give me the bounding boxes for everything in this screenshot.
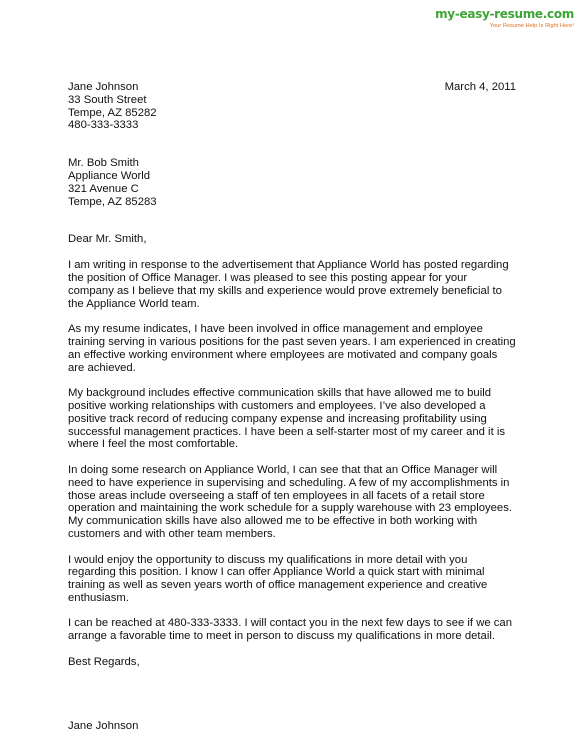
letter-body <box>68 259 516 643</box>
logo-tagline: Your Resume Help Is Right Here! <box>489 23 574 29</box>
logo-name: my-easy-resume.com <box>435 7 574 21</box>
signature-name: Jane Johnson <box>68 719 139 732</box>
site-logo[interactable] <box>435 8 574 30</box>
sender-name: Jane Johnson <box>68 81 139 93</box>
cover-letter <box>68 81 516 733</box>
recipient-name: Mr. Bob Smith <box>68 157 139 170</box>
body-paragraph: As my resume indicates, I have been involved in office management and employee training serving in various positions for the past seven years. I am experienced in creating an effective working environment where employees are motivated and company goals are achieved. <box>68 323 516 374</box>
body-paragraph: My background includes effective communication skills that have allowed me to build positive working relationships with customers and employees. I’ve also developed a positive track record of reducing company expense and increasing profitability using successful management practices. I have been a self-starter most of my career and it is where I feel the most comfortable. <box>68 387 506 451</box>
recipient-street: 321 Avenue C <box>68 182 139 195</box>
body-paragraph: I would enjoy the opportunity to discuss my qualifications in more detail with you regarding this position. I know I can offer Appliance World a quick start with minimal training as well as seven years worth of office management experience and creative enthusiasm. <box>68 553 488 604</box>
body-paragraph: I can be reached at 480-333-3333. I will contact you in the next few days to see if we can arrange a favorable time to meet in person to discuss my qualifications in more detail. <box>68 617 512 643</box>
sender-phone: 480-333-3333 <box>68 119 139 132</box>
recipient-address <box>68 157 516 208</box>
sender-city: Tempe, AZ 85282 <box>68 106 157 119</box>
salutation: Dear Mr. Smith, <box>68 233 147 246</box>
closing: Best Regards, <box>68 656 140 669</box>
body-paragraph: In doing some research on Appliance World, I can see that that an Office Manager will need to have experience in supervising and scheduling. A few of my accomplishments in those areas include overseeing a staff of ten employees in all facets of a retail store operation and maintaining the work schedule for a supply warehouse with 23 employees. My communication skills have also allowed me to be effective in both working with customers and with other team members. <box>68 463 512 540</box>
recipient-company: Appliance World <box>68 169 151 182</box>
letter-date: March 4, 2011 <box>444 81 516 93</box>
recipient-city: Tempe, AZ 85283 <box>68 195 157 208</box>
sender-street: 33 South Street <box>68 93 147 106</box>
body-paragraph: I am writing in response to the advertisement that Appliance World has posted regarding the position of Office Manager. I was pleased to see this posting appear for your company as I believe that my skills and experience would prove extremely beneficial to the Appliance World team. <box>68 259 509 310</box>
